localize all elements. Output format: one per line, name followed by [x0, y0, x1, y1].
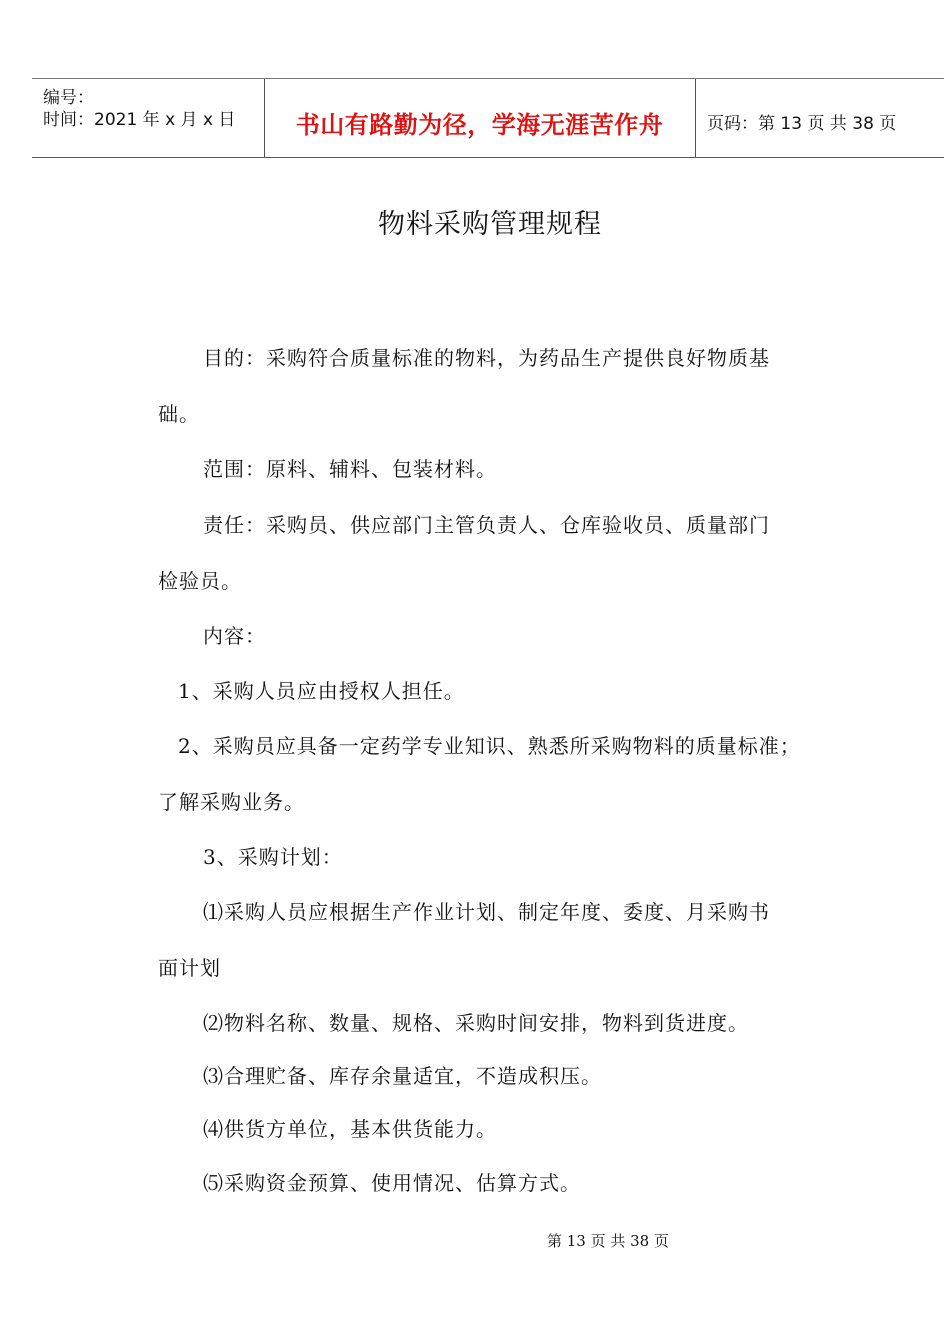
content-label: 内容： — [203, 624, 266, 648]
sub-item-1-line-1: ⑴采购人员应根据生产作业计划、制定年度、委度、月采购书 — [203, 900, 770, 924]
header-motto-cell — [264, 79, 696, 157]
header-meta-cell — [32, 79, 265, 157]
item-3: 3、采购计划： — [203, 845, 343, 869]
date-line: 时间：2021 年 x 月 x 日 — [43, 110, 236, 130]
sub-item-5: ⑸采购资金预算、使用情况、估算方式。 — [203, 1171, 581, 1195]
item-2-line-2: 了解采购业务。 — [158, 790, 305, 814]
sub-item-4: ⑷供货方单位，基本供货能力。 — [203, 1117, 497, 1141]
page-header — [32, 78, 944, 158]
page-info: 页码：第 13 页 共 38 页 — [707, 114, 897, 134]
sub-item-1-line-2: 面计划 — [158, 956, 221, 980]
header-page-cell — [695, 79, 944, 157]
item-1: 1、采购人员应由授权人担任。 — [178, 679, 465, 703]
motto: 书山有路勤为径，学海无涯苦作舟 — [295, 110, 664, 139]
page-footer: 第 13 页 共 38 页 — [546, 1232, 669, 1250]
purpose-line-1: 目的：采购符合质量标准的物料，为药品生产提供良好物质基 — [203, 346, 770, 370]
responsibility-line-1: 责任：采购员、供应部门主管负责人、仓库验收员、质量部门 — [203, 513, 770, 537]
responsibility-line-2: 检验员。 — [158, 569, 242, 593]
sub-item-3: ⑶合理贮备、库存余量适宜，不造成积压。 — [203, 1064, 602, 1088]
sub-item-2: ⑵物料名称、数量、规格、采购时间安排，物料到货进度。 — [203, 1011, 749, 1035]
item-2-line-1: 2、采购员应具备一定药学专业知识、熟悉所采购物料的质量标准； — [178, 734, 801, 758]
purpose-line-2: 础。 — [158, 402, 200, 426]
number-label: 编号： — [43, 88, 94, 108]
scope-line: 范围：原料、辅料、包装材料。 — [203, 457, 497, 481]
document-title: 物料采购管理规程 — [378, 209, 602, 240]
